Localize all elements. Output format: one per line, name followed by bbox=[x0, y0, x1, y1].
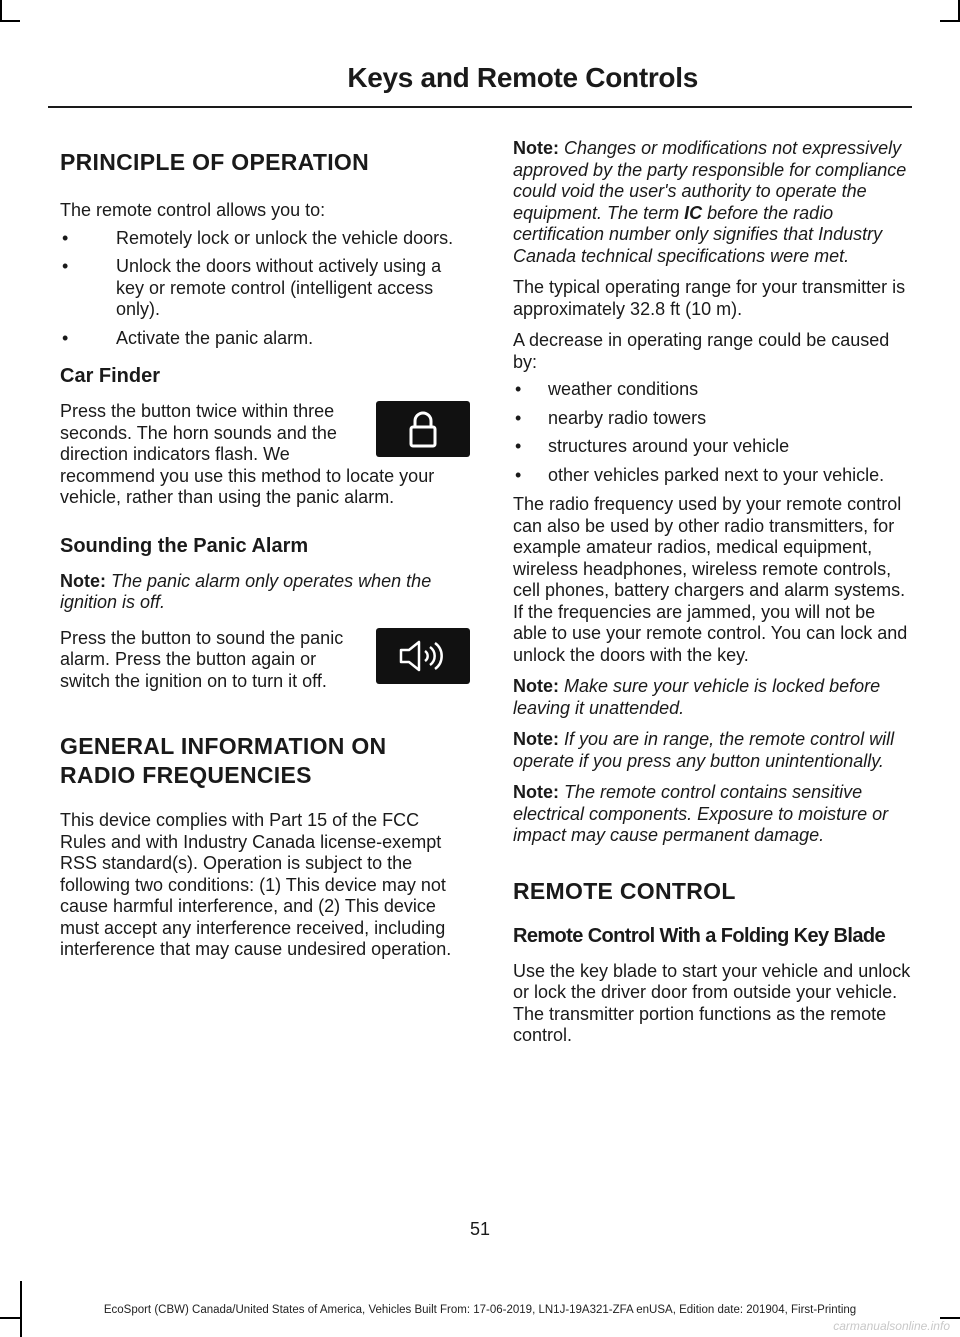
folding-key-text: Use the key blade to start your vehicle and unlock or lock the driver door from outside your vehicle. The transmitter portion functions as the remote control. bbox=[513, 960, 911, 1045]
decrease-text: A decrease in operating range could be caused by: bbox=[513, 330, 890, 372]
crop-mark-top bbox=[0, 0, 2, 20]
car-finder-text: Press the button twice within three seconds. The horn sounds and the direction indicators flash. We recommend you use this method to locate your vehicle, rather than using the panic alarm. bbox=[60, 401, 435, 507]
note-modifications: Note: Changes or modifications not expressively approved by the party responsible for compliance could void the user's authority to operate the equipment. The term IC before the radio certification number only signifies that Industry Canada technical specifications were met. bbox=[513, 138, 907, 266]
panic-note: Note: The panic alarm only operates when the ignition is off. bbox=[60, 570, 432, 612]
capabilities-list bbox=[60, 228, 470, 350]
header-rule bbox=[48, 106, 912, 108]
list-item: • Remotely lock or unlock the vehicle doors. bbox=[62, 227, 454, 248]
panic-alarm-heading: Sounding the Panic Alarm bbox=[60, 534, 309, 557]
list-item: • nearby radio towers bbox=[515, 407, 707, 428]
panic-block bbox=[60, 628, 470, 693]
note-components: Note: The remote control contains sensitive electrical components. Exposure to moisture or impact may cause permanent damage. bbox=[513, 782, 889, 845]
folding-key-heading: Remote Control With a Folding Key Blade bbox=[513, 924, 885, 947]
speaker-sound-icon bbox=[376, 628, 470, 684]
list-item: • Unlock the doors without actively using a key or remote control (intelligent access only). bbox=[62, 256, 442, 319]
causes-list bbox=[513, 379, 911, 486]
list-item: • weather conditions bbox=[515, 379, 699, 399]
car-finder-heading: Car Finder bbox=[60, 365, 161, 387]
left-column bbox=[60, 138, 470, 971]
remote-control-heading: REMOTE CONTROL bbox=[513, 877, 736, 904]
list-item: • structures around your vehicle bbox=[515, 436, 790, 456]
watermark: carmanualsonline.info bbox=[833, 1319, 950, 1333]
lock-icon bbox=[376, 401, 470, 457]
note-range: Note: If you are in range, the remote control will operate if you press any button unintentionally. bbox=[513, 729, 895, 771]
list-item: • Activate the panic alarm. bbox=[62, 327, 314, 348]
page-number: 51 bbox=[469, 1219, 491, 1239]
principle-heading: PRINCIPLE OF OPERATION bbox=[60, 149, 370, 175]
page-header-title: Keys and Remote Controls bbox=[347, 62, 698, 93]
general-info-heading: GENERAL INFORMATION ON RADIO FREQUENCIES bbox=[60, 733, 387, 788]
list-item: • other vehicles parked next to your vehicle. bbox=[515, 464, 885, 485]
frequency-text: The radio frequency used by your remote control can also be used by other radio transmitters, for example amateur radios, medical equipment, wireless headphones, wireless remote controls, cell phones, battery chargers and alarm systems. If the frequencies are jammed, you will not be able to use your remote control. You can lock and unlock the doors with the key. bbox=[513, 494, 908, 665]
intro-text: The remote control allows you to: bbox=[60, 200, 326, 220]
car-finder-block bbox=[60, 401, 470, 509]
fcc-compliance-text: This device complies with Part 15 of the FCC Rules and with Industry Canada license-exempt RSS standard(s). Operation is subject to the following two conditions: (1) This device may not cause harmful interference, and (2) This device must accept any interference received, including interference that may cause undesired operation. bbox=[60, 810, 452, 959]
range-text: The typical operating range for your transmitter is approximately 32.8 ft (10 m). bbox=[513, 277, 906, 319]
page-footer: EcoSport (CBW) Canada/United States of America, Vehicles Built From: 17-06-2019, LN1J-19A321-ZFA enUSA, Edition date: 201904, First-Printing bbox=[103, 1304, 857, 1316]
right-column bbox=[513, 138, 911, 1057]
crop-mark-bottom bbox=[0, 1317, 20, 1319]
panic-text: Press the button to sound the panic alarm. Press the button again or switch the ignition on to turn it off. bbox=[60, 627, 344, 691]
note-locked: Note: Make sure your vehicle is locked before leaving it unattended. bbox=[513, 676, 881, 718]
crop-mark-top bbox=[0, 20, 20, 22]
crop-mark-top bbox=[940, 20, 960, 22]
